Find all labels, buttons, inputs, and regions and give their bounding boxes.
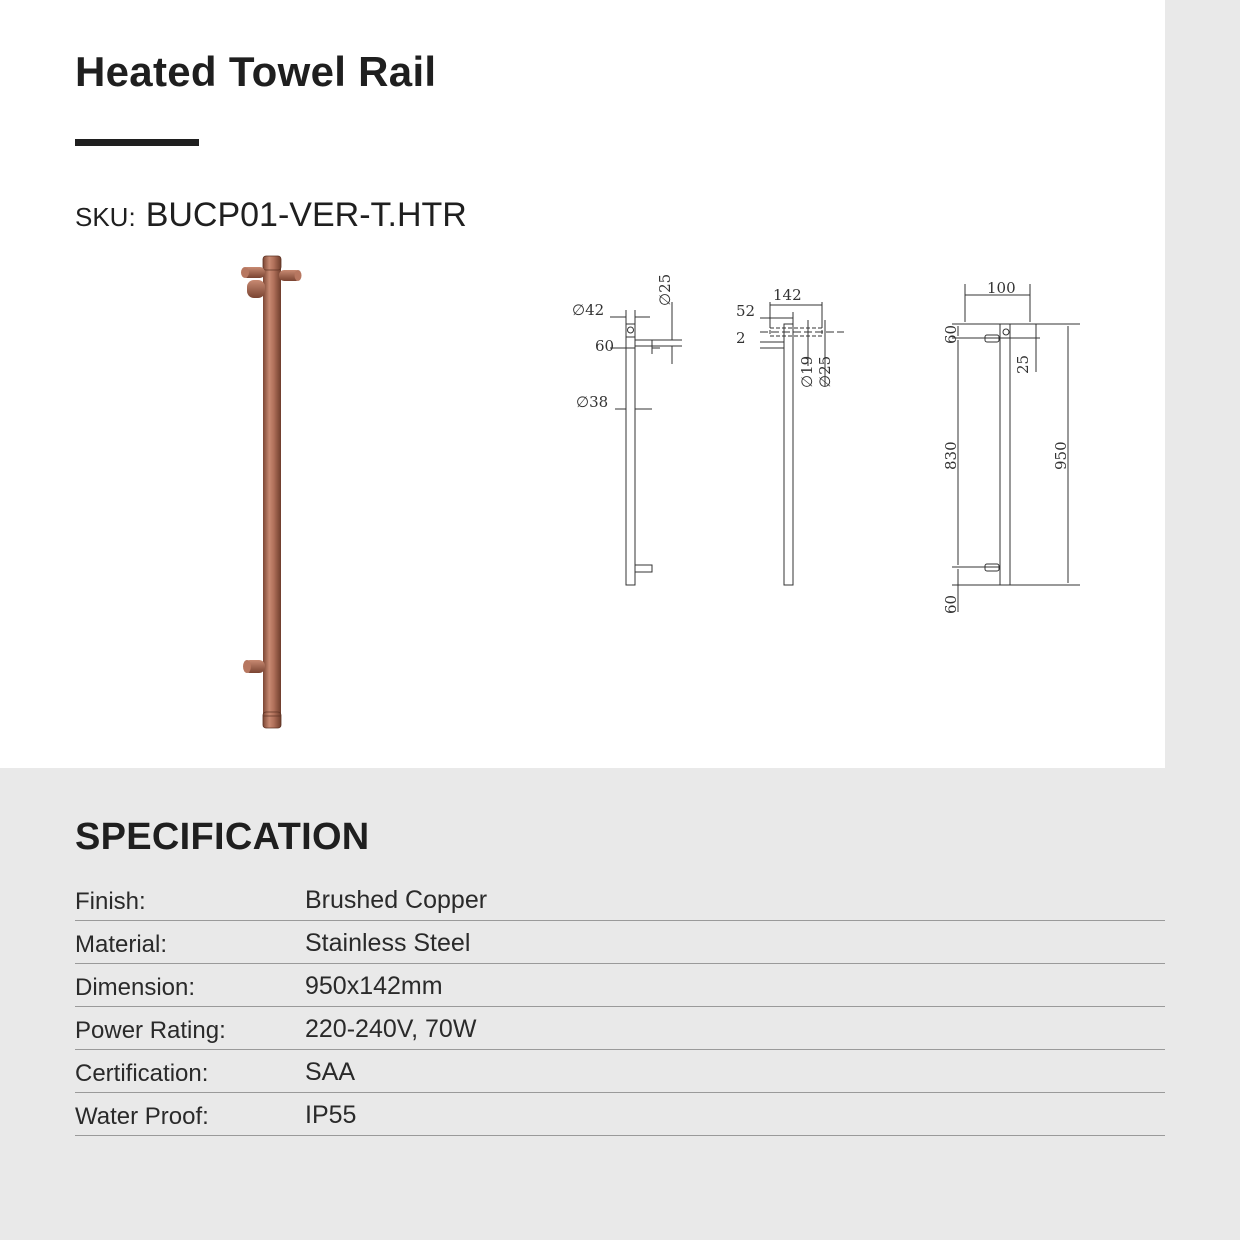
spec-value: IP55 <box>305 1101 357 1129</box>
spec-row-certification <box>75 1050 1165 1093</box>
spec-row-finish <box>75 878 1165 921</box>
spec-label: Power Rating: <box>75 1017 226 1044</box>
rear-bottom-offset-label: 60 <box>942 594 960 614</box>
spec-value: 950x142mm <box>305 972 443 1000</box>
spec-label: Dimension: <box>75 974 196 1001</box>
front-dia-knob-label: ∅25 <box>656 273 674 306</box>
front-dia-bar-label: ∅38 <box>576 393 609 411</box>
side-bracket-depth-label: 52 <box>736 302 756 320</box>
spec-label: Water Proof: <box>75 1103 209 1130</box>
spec-label: Material: <box>75 931 168 958</box>
specification-title: SPECIFICATION <box>75 816 370 858</box>
sku-label: SKU: <box>75 202 136 232</box>
copper-vertical-towel-rail-image <box>230 250 320 735</box>
side-gap-label: 2 <box>736 329 746 347</box>
side-dia-small-label: ∅19 <box>798 355 816 388</box>
spec-row-water-proof <box>75 1093 1165 1136</box>
spec-row-dimension <box>75 964 1165 1007</box>
front-view-drawing <box>572 274 682 585</box>
page-title: Heated Towel Rail <box>75 48 437 95</box>
rear-overall-height-label: 950 <box>1052 441 1070 470</box>
rear-knob-offset-label: 25 <box>1014 354 1032 374</box>
side-dia-large-label: ∅25 <box>816 355 834 388</box>
side-view-drawing <box>736 286 844 585</box>
specification-table <box>75 878 1165 1136</box>
side-overall-depth-label: 142 <box>773 286 802 304</box>
spec-label: Finish: <box>75 888 146 915</box>
rear-height-between-label: 830 <box>942 441 960 470</box>
sku-line <box>75 196 467 235</box>
spec-value: Brushed Copper <box>305 886 488 914</box>
rear-view-drawing <box>942 279 1080 614</box>
front-offset-top-label: 60 <box>595 337 615 355</box>
title-underline <box>75 139 199 146</box>
front-dia-top-label: ∅42 <box>572 301 605 319</box>
technical-drawings <box>560 262 1100 622</box>
spec-value: 220-240V, 70W <box>305 1015 477 1043</box>
rear-width-label: 100 <box>987 279 1016 297</box>
spec-row-power-rating <box>75 1007 1165 1050</box>
spec-label: Certification: <box>75 1060 209 1087</box>
spec-row-material <box>75 921 1165 964</box>
sku-value: BUCP01-VER-T.HTR <box>145 196 467 234</box>
rear-top-offset-label: 60 <box>942 324 960 344</box>
spec-value: Stainless Steel <box>305 929 471 957</box>
spec-value: SAA <box>305 1058 356 1086</box>
